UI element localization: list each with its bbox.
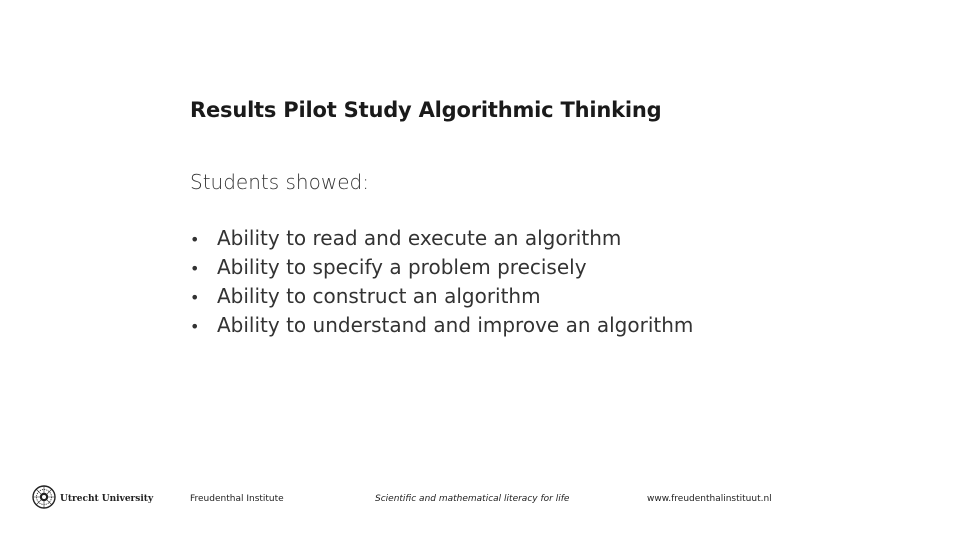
intro-text: Students showed: <box>190 170 369 194</box>
university-logo <box>32 487 153 511</box>
list-item <box>190 313 693 342</box>
footer-url[interactable]: www.freudenthalinstituut.nl <box>647 494 772 504</box>
bullet-marker: • <box>190 230 200 249</box>
footer-tagline: Scientific and mathematical literacy for life <box>375 494 570 504</box>
bullet-text: Ability to understand and improve an algorithm <box>217 313 694 337</box>
bullet-marker: • <box>190 259 200 278</box>
list-item <box>190 284 693 313</box>
slide-title: Results Pilot Study Algorithmic Thinking <box>190 98 662 122</box>
list-item <box>190 226 693 255</box>
utrecht-university-seal-icon <box>32 485 56 513</box>
bullet-marker: • <box>190 317 200 336</box>
university-name: Utrecht University <box>60 494 154 504</box>
bullet-text: Ability to specify a problem precisely <box>217 255 587 279</box>
bullet-marker: • <box>190 288 200 307</box>
footer-institute: Freudenthal Institute <box>190 494 284 504</box>
list-item <box>190 255 693 284</box>
bullet-text: Ability to read and execute an algorithm <box>217 226 622 250</box>
bullet-text: Ability to construct an algorithm <box>217 284 541 308</box>
bullet-list <box>190 226 693 342</box>
